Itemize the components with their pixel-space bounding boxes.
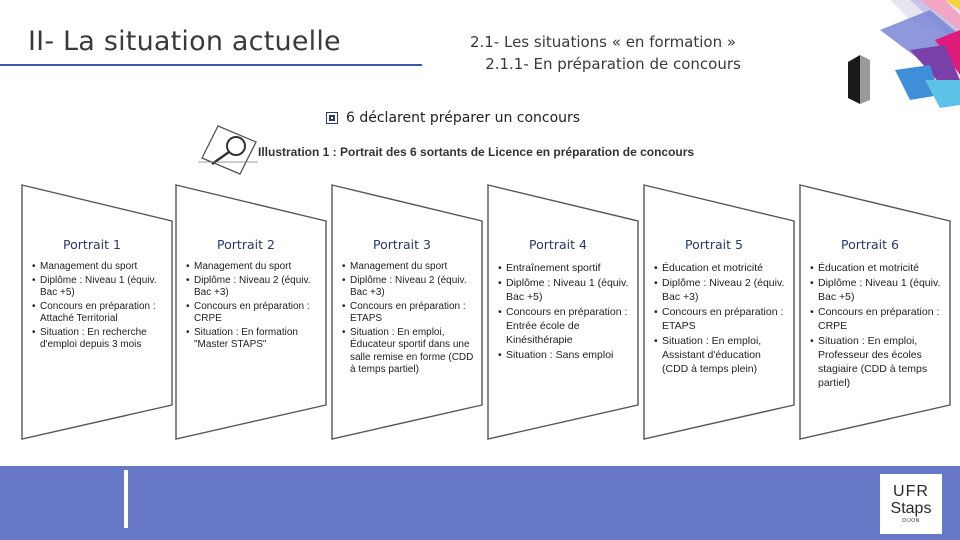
portrait-details — [654, 261, 790, 377]
detail-item: • Management du sport — [342, 261, 478, 274]
detail-item: • Diplôme : Niveau 1 (équiv. Bac +5) — [498, 276, 634, 304]
detail-item: • Situation : Sans emploi — [498, 348, 634, 362]
subtitle-line-1: 2.1- Les situations « en formation » — [469, 33, 737, 51]
logo-line-2: Staps — [890, 500, 932, 517]
portrait-card-6 — [796, 183, 956, 441]
detail-item: • Diplôme : Niveau 2 (équiv. Bac +3) — [186, 275, 322, 300]
detail-item: • Éducation et motricité — [810, 261, 946, 275]
section-subtitle — [448, 31, 758, 75]
detail-item: • Diplôme : Niveau 2 (équiv. Bac +3) — [342, 275, 478, 300]
portraits-strip — [0, 183, 960, 441]
portrait-details — [498, 261, 634, 363]
detail-item: • Concours en préparation : CRPE — [186, 301, 322, 326]
subtitle-line-2: 2.1.1- En préparation de concours — [485, 55, 741, 73]
detail-item: • Éducation et motricité — [654, 261, 790, 275]
title-underline — [0, 64, 422, 66]
footer-band — [0, 466, 960, 540]
portrait-details — [186, 261, 322, 353]
portrait-card-1 — [18, 183, 178, 441]
detail-item: • Concours en préparation : ETAPS — [342, 301, 478, 326]
detail-item: • Diplôme : Niveau 1 (équiv. Bac +5) — [810, 276, 946, 304]
detail-item: • Concours en préparation : Attaché Territorial — [32, 301, 168, 326]
detail-item: • Entraînement sportif — [498, 261, 634, 275]
portrait-title: Portrait 6 — [841, 237, 899, 252]
detail-item: • Management du sport — [32, 261, 168, 274]
portrait-title: Portrait 3 — [373, 237, 431, 252]
bullet-text: 6 déclarent préparer un concours — [346, 110, 581, 126]
detail-item: • Diplôme : Niveau 2 (équiv. Bac +3) — [654, 276, 790, 304]
page-title: II- La situation actuelle — [28, 26, 341, 57]
portrait-details — [342, 261, 478, 378]
magnifier-stamp-icon — [198, 124, 258, 176]
logo-line-1: UFR — [893, 483, 929, 500]
detail-item: • Concours en préparation : Entrée école de Kinésithérapie — [498, 305, 634, 347]
checkbox-bullet-icon — [326, 112, 338, 124]
detail-item: • Situation : En emploi, Assistant d'éducation (CDD à temps plein) — [654, 334, 790, 376]
illustration-caption: Illustration 1 : Portrait des 6 sortants de Licence en préparation de concours — [258, 145, 695, 159]
detail-item: • Concours en préparation : CRPE — [810, 305, 946, 333]
detail-item: • Diplôme : Niveau 1 (équiv. Bac +5) — [32, 275, 168, 300]
portrait-title: Portrait 1 — [63, 237, 121, 252]
decorative-ribbons-graphic — [760, 0, 960, 110]
detail-item: • Situation : En emploi, Éducateur sportif dans une salle remise en forme (CDD à temps partiel) — [342, 327, 478, 377]
bullet-statement — [326, 110, 580, 126]
detail-item: • Situation : En emploi, Professeur des écoles stagiaire (CDD à temps partiel) — [810, 334, 946, 390]
detail-item: • Situation : En recherche d'emploi depuis 3 mois — [32, 327, 168, 352]
portrait-details — [32, 261, 168, 353]
logo-line-3: DIJON — [902, 518, 920, 524]
portrait-title: Portrait 5 — [685, 237, 743, 252]
footer-divider — [124, 470, 128, 528]
ufr-staps-logo — [880, 474, 942, 534]
detail-item: • Concours en préparation : ETAPS — [654, 305, 790, 333]
detail-item: • Situation : En formation "Master STAPS" — [186, 327, 322, 352]
detail-item: • Management du sport — [186, 261, 322, 274]
portrait-card-3 — [328, 183, 488, 441]
portrait-card-5 — [640, 183, 800, 441]
portrait-card-4 — [484, 183, 644, 441]
portrait-title: Portrait 2 — [217, 237, 275, 252]
portrait-title: Portrait 4 — [529, 237, 587, 252]
portrait-card-2 — [172, 183, 332, 441]
portrait-details — [810, 261, 946, 391]
